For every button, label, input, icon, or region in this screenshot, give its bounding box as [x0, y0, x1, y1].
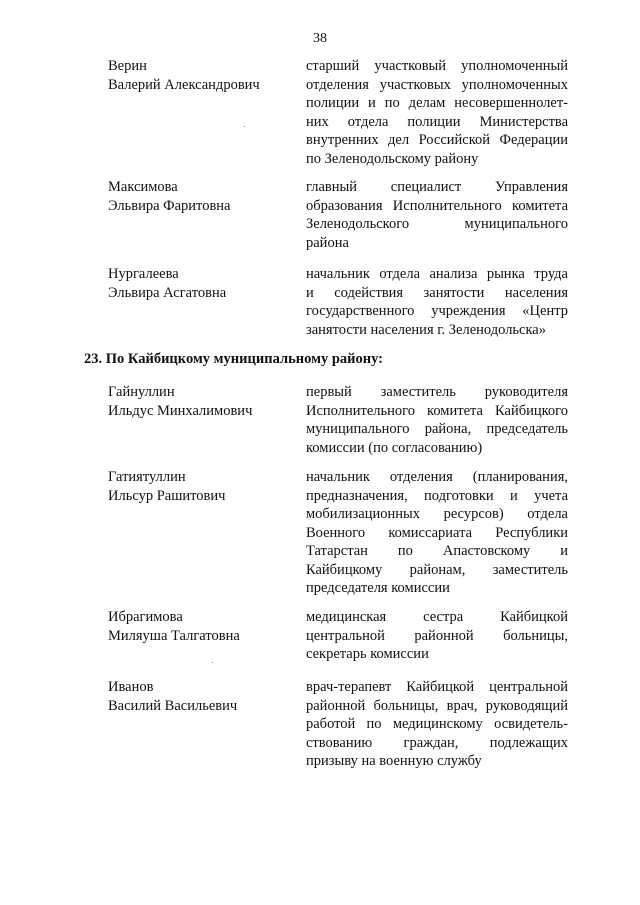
member-name: [108, 57, 298, 94]
position-line: председателя комиссии: [306, 580, 450, 596]
member-name: [108, 608, 298, 645]
position-line: старший участковый уполномоченный: [306, 58, 568, 74]
member-surname: Нургалеева: [108, 266, 179, 282]
position-line: Татарстан по Апастовскому и: [306, 543, 568, 559]
position-line: мобилизационных ресурсов) отдела: [306, 506, 568, 522]
member-name: [108, 468, 298, 505]
member-position: [306, 468, 568, 598]
position-line: внутренних дел Российской Федерации: [306, 132, 568, 148]
member-position: [306, 265, 568, 339]
position-line: районной больницы, врач, руководящий: [306, 697, 568, 714]
member-surname: Ибрагимова: [108, 609, 183, 625]
position-line: муниципального района, председатель: [306, 421, 568, 437]
member-surname: Иванов: [108, 679, 154, 695]
position-line: образования Исполнительного комитета: [306, 197, 568, 214]
member-surname: Гайнуллин: [108, 384, 175, 400]
position-line: секретарь комиссии: [306, 646, 429, 662]
position-line: полиции и по делам несовершеннолет-: [306, 95, 568, 111]
position-line: работой по медицинскому освидетель-: [306, 716, 568, 732]
member-name: [108, 383, 298, 420]
scan-speck: [212, 662, 213, 663]
position-line: по Зеленодольскому району: [306, 150, 479, 167]
member-given-names: Василий Васильевич: [108, 697, 238, 714]
member-position: [306, 383, 568, 457]
position-line: них отдела полиции Министерства: [306, 113, 568, 130]
position-line: главный специалист Управления: [306, 179, 568, 195]
position-line: ствованию граждан, подлежащих: [306, 734, 568, 751]
position-line: комиссии (по согласованию): [306, 439, 483, 456]
member-position: [306, 678, 568, 771]
member-given-names: Ильдус Минхалимович: [108, 402, 253, 419]
position-line: призыву на военную службу: [306, 753, 482, 769]
position-line: Зеленодольского муниципального: [306, 216, 568, 232]
page-number: 38: [313, 31, 327, 46]
member-position: [306, 57, 568, 168]
member-name: [108, 265, 298, 302]
position-line: Исполнительного комитета Кайбицкого: [306, 402, 568, 419]
position-line: центральной районной больницы,: [306, 627, 568, 644]
member-given-names: Ильсур Рашитович: [108, 487, 226, 504]
position-line: предназначения, подготовки и учета: [306, 487, 568, 504]
member-given-names: Валерий Александрович: [108, 76, 260, 93]
position-line: врач-терапевт Кайбицкой центральной: [306, 679, 568, 695]
position-line: государственного учреждения «Центр: [306, 303, 568, 319]
member-position: [306, 178, 568, 252]
member-surname: Гатиятуллин: [108, 469, 186, 485]
position-line: Кайбицкому районам, заместитель: [306, 561, 568, 578]
position-line: начальник отделения (планирования,: [306, 469, 568, 485]
member-surname: Максимова: [108, 179, 178, 195]
position-line: отделения участковых уполномоченных: [306, 76, 568, 93]
position-line: района: [306, 234, 349, 251]
scan-speck: [244, 126, 245, 127]
section-heading: 23. По Кайбицкому муниципальному району:: [84, 351, 383, 367]
member-surname: Верин: [108, 58, 147, 74]
position-line: занятости населения г. Зеленодольска»: [306, 321, 546, 338]
member-name: [108, 178, 298, 215]
position-line: Военного комиссариата Республики: [306, 524, 568, 541]
member-given-names: Эльвира Фаритовна: [108, 197, 231, 214]
position-line: и содействия занятости населения: [306, 284, 568, 301]
position-line: начальник отдела анализа рынка труда: [306, 266, 568, 282]
member-given-names: Эльвира Асгатовна: [108, 284, 227, 301]
position-line: первый заместитель руководителя: [306, 384, 568, 400]
position-line: медицинская сестра Кайбицкой: [306, 609, 568, 625]
member-position: [306, 608, 568, 664]
member-given-names: Миляуша Талгатовна: [108, 627, 240, 644]
member-name: [108, 678, 298, 715]
